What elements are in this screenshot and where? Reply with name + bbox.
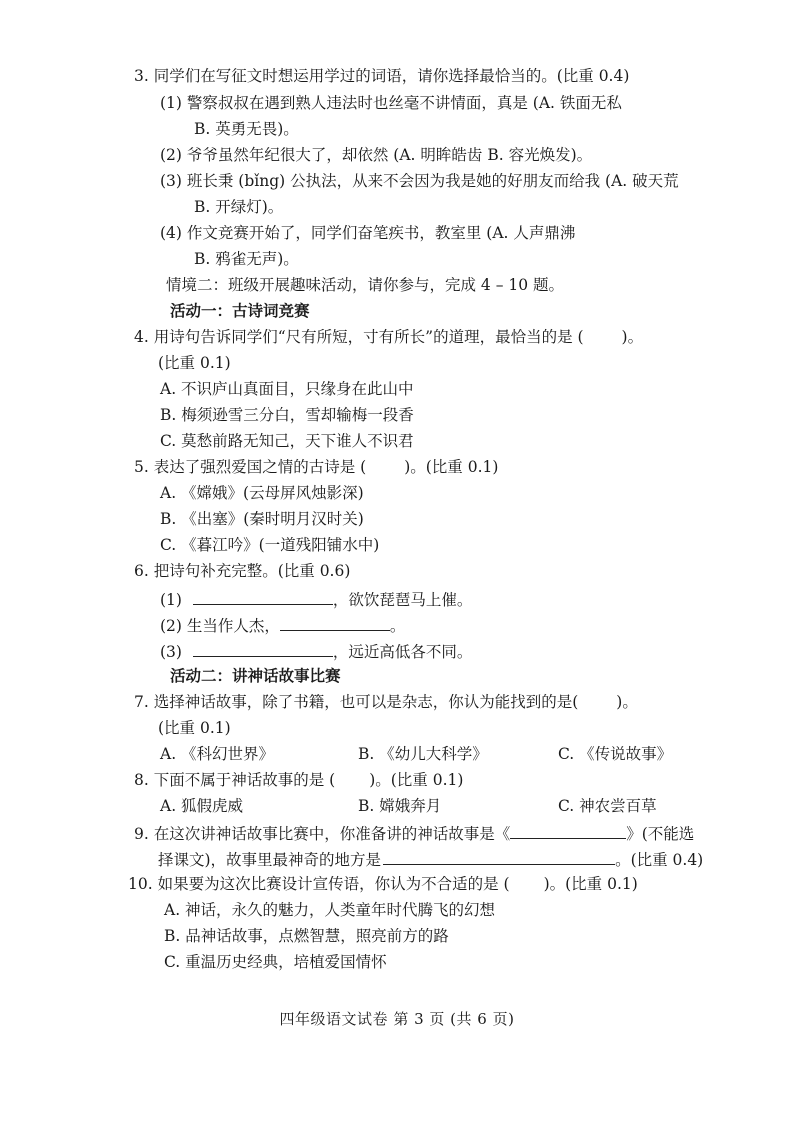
question-7-option-a: A. 《科幻世界》: [160, 745, 275, 763]
question-6-stem: 6. 把诗句补充完整。(比重 0.6): [134, 562, 351, 580]
question-6-line-3-num: (3): [160, 643, 182, 661]
activity-2-heading: 活动二：讲神话故事比赛: [170, 666, 341, 685]
question-3-item-4-cont: B. 鸦雀无声)。: [194, 250, 299, 268]
question-8-option-c: C. 神农尝百草: [558, 797, 657, 815]
question-8-stem-text: 8. 下面不属于神话故事的是 (: [134, 771, 336, 789]
question-10-option-b: B. 品神话故事，点燃智慧，照亮前方的路: [164, 927, 449, 945]
question-8-stem: [134, 770, 463, 790]
question-6-blank-3[interactable]: [193, 640, 333, 657]
question-8-stem-end: )。(比重 0.1): [369, 771, 464, 789]
scenario-2: [166, 275, 564, 295]
question-5-stem-end: )。(比重 0.1): [404, 458, 499, 476]
question-10-stem-text: 10. 如果要为这次比赛设计宣传语，你认为不合适的是 (: [128, 875, 510, 893]
question-10-option-a: A. 神话，永久的魅力，人类童年时代腾飞的幻想: [164, 901, 496, 919]
question-8-option-a: A. 狐假虎威: [160, 797, 244, 815]
question-6-line-2-end: 。: [389, 617, 406, 635]
question-9-line-1-end: 》(不能选: [626, 825, 695, 843]
question-4-option-c: C. 莫愁前路无知己，天下谁人不识君: [160, 432, 414, 450]
question-6-line-3-text: ，远近高低各不同。: [332, 643, 473, 661]
question-4-stem: [134, 327, 643, 347]
question-3-item-1-cont: B. 英勇无畏)。: [194, 120, 299, 138]
question-9-line-2-end: 。(比重 0.4): [615, 851, 704, 869]
question-3-item-1: (1) 警察叔叔在遇到熟人违法时也丝毫不讲情面，真是 (A. 铁面无私: [160, 94, 622, 112]
question-6-line-2-text: (2) 生当作人杰，: [160, 617, 280, 635]
question-8-option-b: B. 嫦娥奔月: [358, 797, 442, 815]
question-7-weight: (比重 0.1): [158, 719, 231, 737]
question-4-stem-text: 4. 用诗句告诉同学们“尺有所短，寸有所长”的道理，最恰当的是 (: [134, 328, 584, 346]
question-5-stem-text: 5. 表达了强烈爱国之情的古诗是 (: [134, 458, 367, 476]
question-9-line-2-text: 择课文)，故事里最神奇的地方是: [158, 851, 382, 869]
scenario-2-text: 情境二：班级开展趣味活动，请你参与，完成 4 – 10 题。: [166, 276, 565, 294]
question-3-item-3-cont: B. 开绿灯)。: [194, 198, 284, 216]
question-9-blank-2[interactable]: [383, 848, 615, 865]
page-footer: 四年级语文试卷 第 3 页 (共 6 页): [279, 1010, 515, 1028]
question-9-blank-1[interactable]: [510, 822, 626, 839]
question-9-line-1-text: 9. 在这次讲神话故事比赛中，你准备讲的神话故事是《: [134, 825, 511, 843]
question-10-stem-end: )。(比重 0.1): [543, 875, 638, 893]
question-6-line-1: [160, 588, 472, 610]
question-9-line-2: [158, 848, 703, 870]
question-3-item-2: (2) 爷爷虽然年纪很大了，却依然 (A. 明眸皓齿 B. 容光焕发)。: [160, 146, 593, 164]
question-10-stem: [128, 874, 638, 894]
question-3-item-3: (3) 班长秉 (bǐng) 公执法，从来不会因为我是她的好朋友而给我 (A. 破天荒: [160, 172, 679, 190]
question-7-stem: [134, 692, 638, 712]
question-5-stem: [134, 457, 498, 477]
question-6-line-3: [160, 640, 472, 662]
question-6-line-1-text: ，欲饮琵琶马上催。: [332, 591, 473, 609]
question-4-option-b: B. 梅须逊雪三分白，雪却输梅一段香: [160, 406, 414, 424]
question-3-item-4: (4) 作文竞赛开始了，同学们奋笔疾书，教室里 (A. 人声鼎沸: [160, 224, 576, 242]
question-4-option-a: A. 不识庐山真面目，只缘身在此山中: [160, 380, 414, 398]
question-6-line-1-num: (1): [160, 591, 182, 609]
activity-1-heading: 活动一：古诗词竞赛: [170, 301, 310, 320]
question-10-option-c: C. 重温历史经典，培植爱国情怀: [164, 953, 387, 971]
question-4-weight: (比重 0.1): [158, 354, 231, 372]
question-3-stem: 3. 同学们在写征文时想运用学过的词语，请你选择最恰当的。(比重 0.4): [134, 67, 630, 85]
question-5-option-a: A. 《嫦娥》(云母屏风烛影深): [160, 484, 364, 502]
question-6-blank-2[interactable]: [280, 614, 390, 631]
question-5-option-c: C. 《暮江吟》(一道残阳铺水中): [160, 536, 380, 554]
question-9-line-1: [134, 822, 694, 844]
question-7-option-c: C. 《传说故事》: [558, 745, 673, 763]
question-5-option-b: B. 《出塞》(秦时明月汉时关): [160, 510, 364, 528]
question-6-line-2: [160, 614, 405, 636]
question-7-option-b: B. 《幼儿大科学》: [358, 745, 488, 763]
question-6-blank-1[interactable]: [193, 588, 333, 605]
question-4-stem-end: )。: [621, 328, 644, 346]
question-7-stem-end: )。: [616, 693, 638, 711]
question-7-stem-text: 7. 选择神话故事，除了书籍，也可以是杂志，你认为能找到的是(: [134, 693, 579, 711]
